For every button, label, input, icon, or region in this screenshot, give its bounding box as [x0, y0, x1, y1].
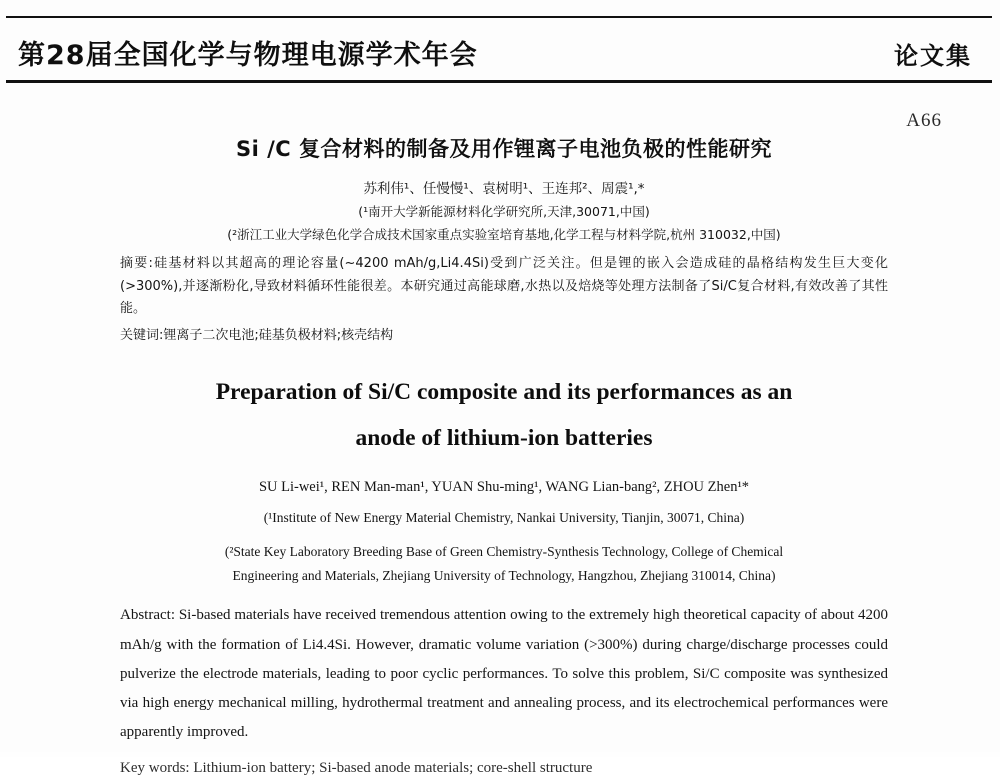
english-affiliation-1: (¹Institute of New Energy Material Chemistry, Nankai University, Tianjin, 30071, China) [263, 510, 745, 526]
english-title-line-1: Preparation of Si/C composite and its performances as an [215, 378, 793, 405]
english-title [120, 370, 888, 462]
english-affiliation-2-line-2: Engineering and Materials, Zhejiang University of Technology, Hangzhou, Zhejiang 310014, China) [232, 567, 776, 583]
header-top-rule [6, 16, 992, 18]
conference-title: 第28届全国化学与物理电源学术年会 [18, 40, 478, 71]
chinese-title: Si /C 复合材料的制备及用作锂离子电池负极的性能研究 [235, 137, 773, 161]
page-bottom-fade [0, 750, 1000, 760]
english-affiliation-2-line-1: (²State Key Laboratory Breeding Base of Green Chemistry-Synthesis Technology, College of Chemical [224, 544, 784, 560]
article-content [120, 136, 888, 782]
english-affiliation-2 [120, 540, 888, 587]
chinese-abstract: 摘要:硅基材料以其超高的理论容量(~4200 mAh/g,Li4.4Si)受到广泛关注。但是锂的嵌入会造成硅的晶格结构发生巨大变化(>300%),并逐渐粉化,导致材料循环性能很差。本研究通过高能球磨,水热以及焙烧等处理方法制备了Si/C复合材料,有效改善了其性能。 [120, 255, 888, 317]
proceedings-label: 论文集 [894, 42, 972, 70]
header-bottom-rule [6, 80, 992, 83]
english-keywords: Key words: Lithium-ion battery; Si-based anode materials; core-shell structure [120, 759, 593, 776]
chinese-authors: 苏利伟¹、任慢慢¹、袁树明¹、王连邦²、周震¹,* [363, 181, 645, 198]
chinese-affiliation-2: (²浙江工业大学绿色化学合成技术国家重点实验室培育基地,化学工程与材料学院,杭州 310032,中国) [227, 227, 781, 243]
page-code: A66 [906, 110, 942, 131]
page-header [0, 0, 1000, 92]
english-title-line-2: anode of lithium-ion batteries [355, 424, 653, 451]
chinese-keywords: 关键词:锂离子二次电池;硅基负极材料;核壳结构 [120, 328, 394, 344]
english-abstract: Abstract: Si-based materials have received tremendous attention owing to the extremely high theoretical capacity of about 4200 mAh/g with the formation of Li4.4Si. However, dramatic volume variation (>300%) during charge/discharge processes could pulverize the electrode materials, leading to poor cyclic performances. To solve this problem, Si/C composite was synthesized via high energy mechanical milling, hydrothermal treatment and annealing process, and its electrochemical performances were apparently improved. [120, 607, 888, 741]
chinese-affiliation-1: (¹南开大学新能源材料化学研究所,天津,30071,中国) [358, 204, 650, 220]
english-authors: SU Li-wei¹, REN Man-man¹, YUAN Shu-ming¹, WANG Lian-bang², ZHOU Zhen¹* [258, 479, 750, 496]
